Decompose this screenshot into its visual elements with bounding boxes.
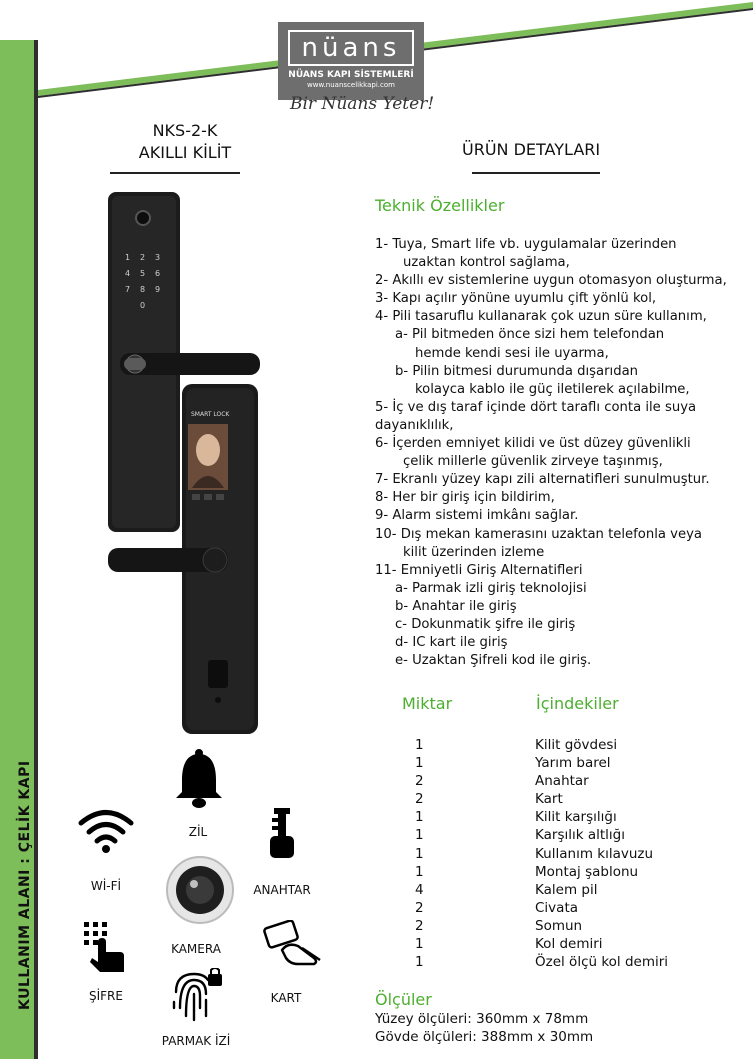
product-code: NKS-2-K	[152, 121, 218, 140]
company-url: www.nuanscelikkapi.com	[307, 81, 395, 89]
product-title-underline	[110, 172, 240, 174]
product-title	[110, 120, 260, 164]
brand-logo	[278, 22, 424, 100]
contents-qty: 2	[415, 917, 424, 934]
details-title-underline	[472, 172, 600, 174]
key-1: 1	[125, 253, 131, 262]
contents-item: Civata	[535, 899, 579, 916]
spec-line: 7- Ekranlı yüzey kapı zili alternatifleri sunulmuştur.	[375, 472, 710, 488]
contents-row	[415, 790, 735, 808]
spec-line: 6- İçerden emniyet kilidi ve üst düzey güvenlikli	[375, 436, 691, 452]
contents-qty: 1	[415, 845, 424, 862]
contents-item: Anahtar	[535, 773, 589, 790]
surface-dimensions: Yüzey ölçüleri: 360mm x 78mm	[375, 1011, 589, 1027]
spec-line: 3- Kapı açılır yönüne uyumlu çift yönlü kol,	[375, 291, 657, 307]
spec-line: b- Pilin bitmesi durumunda dışarıdan	[395, 363, 639, 379]
contents-qty: 1	[415, 863, 424, 880]
spec-line: a- Pil bitmeden önce sizi hem telefondan	[395, 327, 665, 343]
dimensions-heading: Ölçüler	[375, 990, 432, 1009]
product-name: AKILLI KİLİT	[138, 143, 232, 162]
contents-qty: 1	[415, 936, 424, 953]
spec-line: 11- Emniyetli Giriş Alternatifleri	[375, 562, 583, 578]
contents-qty: 2	[415, 791, 424, 808]
key-8: 8	[140, 285, 146, 294]
key-label: ANAHTAR	[253, 883, 311, 897]
key-0: 0	[140, 301, 146, 310]
contents-qty: 2	[415, 773, 424, 790]
spec-line: 4- Pili tasaruflu kullanarak çok uzun süre kullanım,	[375, 309, 707, 325]
spec-line: 10- Dış mekan kamerasını uzaktan telefonla veya	[375, 526, 702, 542]
camera-icon	[165, 855, 235, 925]
key-9: 9	[155, 285, 161, 294]
wifi-label: Wİ-Fİ	[90, 879, 122, 893]
spec-line: a- Parmak izli giriş teknolojisi	[395, 580, 587, 596]
spec-line: b- Anahtar ile giriş	[395, 598, 517, 614]
contents-row	[415, 899, 735, 917]
spec-line: e- Uzaktan Şifreli kod ile giriş.	[395, 653, 592, 669]
contents-qty: 1	[415, 809, 424, 826]
contents-row	[415, 808, 735, 826]
contents-row	[415, 935, 735, 953]
side-bar-edge	[34, 40, 38, 1059]
contents-item: Kilit karşılığı	[535, 809, 617, 826]
brand-slogan: Bir Nüans Yeter!	[290, 94, 435, 114]
spec-line: 5- İç ve dış taraf içinde dört taraflı conta ile suya	[375, 399, 697, 415]
contents-item: Somun	[535, 917, 583, 934]
spec-line: çelik millerle güvenlik zirveye taşınmış,	[403, 454, 663, 470]
spec-line: d- IC kart ile giriş	[395, 635, 508, 651]
contents-item: Montaj şablonu	[535, 863, 639, 880]
contents-row	[415, 953, 735, 971]
contents-item: Özel ölçü kol demiri	[535, 954, 669, 971]
spec-line: 9- Alarm sistemi imkânı sağlar.	[375, 508, 579, 524]
key-3: 3	[155, 253, 161, 262]
items-heading: İçindekiler	[536, 694, 619, 713]
contents-qty: 1	[415, 755, 424, 772]
contents-item: Kalem pil	[535, 881, 598, 898]
contents-qty: 1	[415, 954, 424, 971]
key-4: 4	[125, 269, 131, 278]
bell-label: ZİL	[188, 825, 208, 839]
spec-line: 8- Her bir giriş için bildirim,	[375, 490, 555, 506]
logo-word: nüans	[288, 30, 415, 66]
wifi-icon	[78, 808, 134, 854]
usage-area-label: KULLANIM ALANI : ÇELİK KAPI	[17, 760, 33, 1010]
contents-item: Kullanım kılavuzu	[535, 845, 654, 862]
spec-line: kolayca kablo ile güç iletilerek açılabilme,	[415, 381, 690, 397]
contents-qty: 1	[415, 737, 424, 753]
tech-spec-list	[375, 236, 745, 670]
contents-row	[415, 772, 735, 790]
password-keypad-icon	[84, 922, 128, 972]
contents-row	[415, 863, 735, 881]
contents-item: Karşılık altlığı	[535, 827, 625, 844]
contents-row	[415, 826, 735, 844]
key-6: 6	[155, 269, 161, 278]
key-5: 5	[140, 269, 146, 278]
smart-lock-illustration	[100, 188, 270, 738]
body-dimensions: Gövde ölçüleri: 388mm x 30mm	[375, 1029, 594, 1045]
screen-label: SMART LOCK	[191, 411, 230, 418]
fingerprint-icon	[170, 968, 224, 1024]
spec-line: uzaktan kontrol sağlama,	[403, 255, 570, 271]
tech-heading: Teknik Özellikler	[375, 196, 505, 215]
dimensions	[375, 1010, 593, 1046]
qty-heading: Miktar	[402, 694, 453, 713]
details-title: ÜRÜN DETAYLARI	[462, 140, 601, 159]
contents-row	[415, 736, 735, 754]
key-2: 2	[140, 253, 146, 262]
card-label: KART	[270, 991, 302, 1005]
bell-icon	[174, 748, 224, 810]
company-name: NÜANS KAPI SİSTEMLERİ	[288, 70, 414, 80]
spec-line: kilit üzerinden izleme	[403, 544, 545, 560]
spec-line: hemde kendi sesi ile uyarma,	[415, 345, 609, 361]
spec-line: dayanıklılık,	[375, 417, 454, 433]
spec-line: 1- Tuya, Smart life vb. uygulamalar üzerinden	[375, 237, 677, 252]
spec-line: c- Dokunmatik şifre ile giriş	[395, 616, 576, 632]
contents-row	[415, 917, 735, 935]
contents-item: Kol demiri	[535, 936, 603, 953]
fingerprint-label: PARMAK İZİ	[161, 1034, 231, 1048]
contents-qty: 4	[415, 881, 424, 898]
spec-line: 2- Akıllı ev sistemlerine uygun otomasyon oluşturma,	[375, 273, 727, 289]
contents-qty: 1	[415, 827, 424, 844]
contents-item: Kart	[535, 791, 563, 808]
contents-qty: 2	[415, 899, 424, 916]
key-7: 7	[125, 285, 131, 294]
contents-item: Kilit gövdesi	[535, 737, 618, 753]
card-icon	[262, 920, 324, 966]
contents-list	[415, 736, 735, 971]
contents-row	[415, 845, 735, 863]
key-icon	[268, 808, 296, 860]
camera-label: KAMERA	[171, 942, 221, 956]
contents-row	[415, 754, 735, 772]
contents-row	[415, 881, 735, 899]
contents-item: Yarım barel	[535, 755, 611, 772]
password-label: ŞİFRE	[89, 989, 123, 1003]
